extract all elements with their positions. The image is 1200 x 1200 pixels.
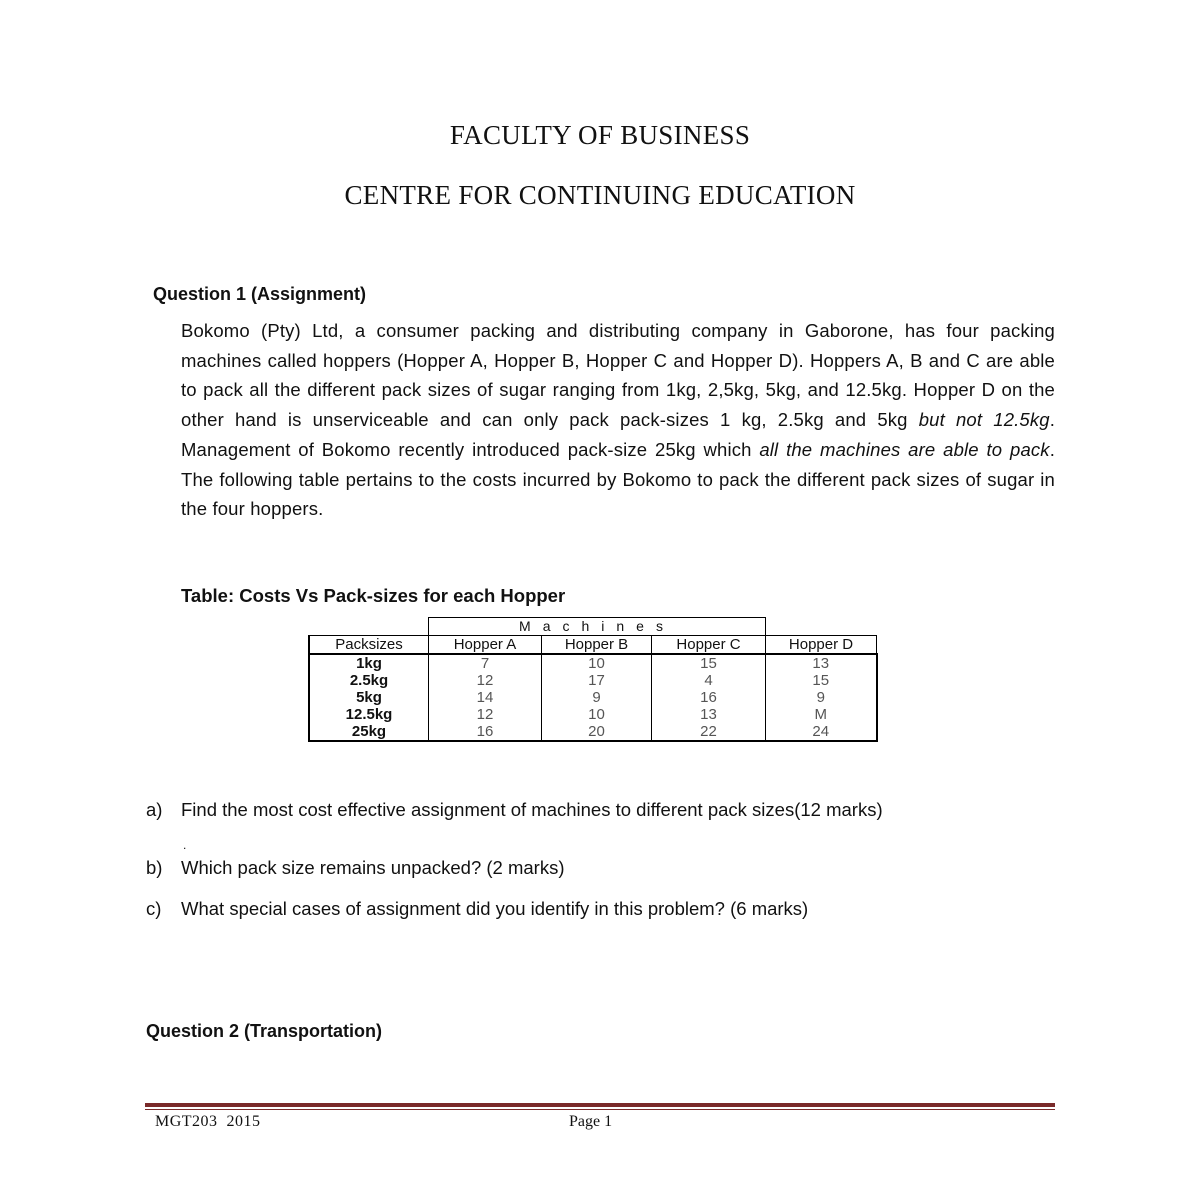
footer-divider [145,1103,1055,1107]
row-label: 1kg [309,654,429,672]
question-1-paragraph [181,316,1055,524]
paragraph-text: . Management of Bokomo recently introduced pack-size 25kg which [181,409,1055,460]
paragraph-text: . The following table pertains to the costs incurred by Bokomo to pack the different pack sizes of sugar in the four hoppers. [181,438,1055,520]
cost-cell: 16 [652,689,766,706]
cost-cell: 15 [652,654,766,672]
footer-divider-thin [145,1109,1055,1110]
row-label: 2.5kg [309,672,429,689]
cost-cell: 4 [652,672,766,689]
cost-cell: 10 [542,654,652,672]
column-header: Packsizes [309,636,429,655]
cost-cell: 13 [652,706,766,723]
column-header: Hopper D [766,636,877,655]
row-label: 25kg [309,723,429,741]
cost-table [308,617,878,742]
footer-page-number: Page 1 [569,1113,613,1130]
item-text: Which pack size remains unpacked? (2 marks) [181,857,565,878]
cost-cell: M [766,706,877,723]
item-text: Find the most cost effective assignment of machines to different pack sizes(12 marks) [181,799,883,820]
cost-cell: 22 [652,723,766,741]
question-1-heading: Question 1 (Assignment) [153,284,367,304]
centre-title: CENTRE FOR CONTINUING EDUCATION [344,180,856,210]
table-row [309,706,877,723]
stray-dot: . [183,838,187,852]
cost-cell: 9 [766,689,877,706]
cost-cell: 16 [429,723,542,741]
cost-cell: 17 [542,672,652,689]
footer-course-code: MGT203 2015 [155,1113,261,1130]
table-row [309,672,877,689]
item-text: What special cases of assignment did you identify in this problem? (6 marks) [181,898,809,919]
table-header-spacer [766,618,877,636]
column-header: Hopper A [429,636,542,655]
item-label: b) [146,857,163,878]
column-header: Hopper C [652,636,766,655]
table-row [309,654,877,672]
cost-cell: 10 [542,706,652,723]
cost-cell: 24 [766,723,877,741]
paragraph-italic-text: but not 12.5kg [918,409,1050,431]
paragraph-text: Bokomo (Pty) Ltd, a consumer packing and distributing company in Gaborone, has four packing machines called hoppers (Hopper A, Hopper B, Hopper C and Hopper D). Hoppers A, B and C are able to pack all the different pack sizes of sugar ranging from 1kg, 2,5kg, 5kg, and 12.5kg. Hopper D on the other hand is unserviceable and can only pack pack-sizes 1 kg, 2.5kg and 5kg [181,320,1055,431]
cost-cell: 13 [766,654,877,672]
table-caption: Table: Costs Vs Pack-sizes for each Hopper [181,585,566,606]
paragraph-italic-text: all the machines are able to pack [759,438,1050,460]
cost-cell: 7 [429,654,542,672]
question-2-heading: Question 2 (Transportation) [146,1021,383,1041]
cost-cell: 14 [429,689,542,706]
faculty-title: FACULTY OF BUSINESS [449,120,751,150]
table-corner-cell [309,618,429,636]
cost-cell: 15 [766,672,877,689]
machines-group-header: Machines [429,618,766,636]
item-label: a) [146,799,163,820]
cost-cell: 12 [429,706,542,723]
table-row [309,689,877,706]
table-row [309,723,877,741]
column-header: Hopper B [542,636,652,655]
cost-cell: 12 [429,672,542,689]
row-label: 5kg [309,689,429,706]
row-label: 12.5kg [309,706,429,723]
item-label: c) [146,898,162,919]
cost-cell: 20 [542,723,652,741]
cost-cell: 9 [542,689,652,706]
